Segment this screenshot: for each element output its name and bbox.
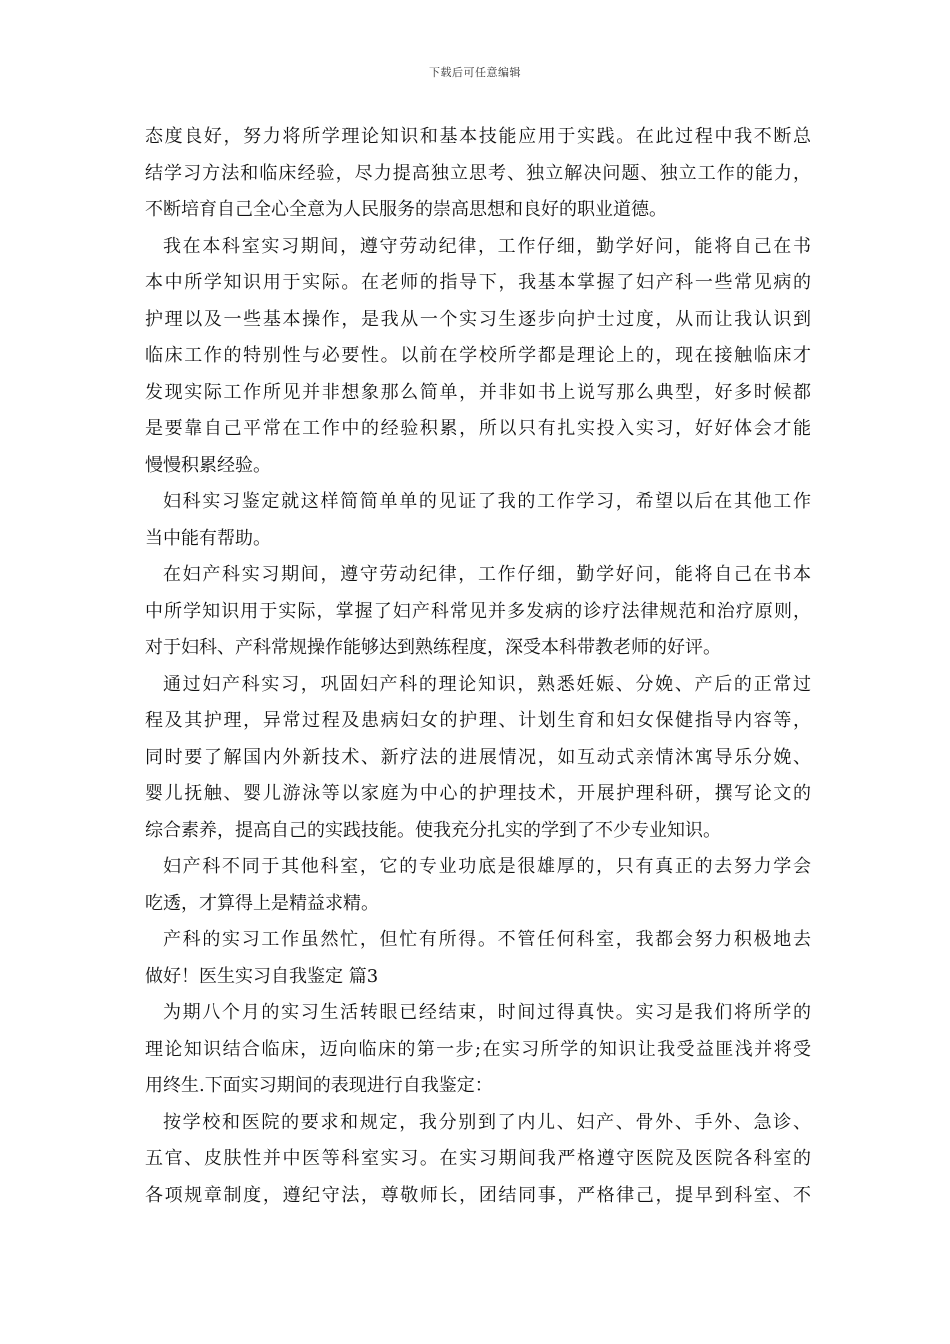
- page-header: 下载后可任意编辑: [429, 66, 521, 79]
- text-line: 慢慢积累经验。: [145, 454, 271, 476]
- text-line: 在妇产科实习期间，遵守劳动纪律，工作仔细，勤学好问，能将自己在书本: [163, 564, 811, 585]
- text-line: 对于妇科、产科常规操作能够达到熟练程度，深受本科带教老师的好评。: [145, 637, 721, 658]
- text-line: 婴儿抚触、婴儿游泳等以家庭为中心的护理技术，开展护理科研，撰写论文的: [145, 783, 811, 804]
- text-line: 做好！医生实习自我鉴定 篇3: [145, 965, 379, 987]
- text-line: 本中所学知识用于实际。在老师的指导下，我基本掌握了妇产科一些常见病的: [145, 272, 811, 293]
- text-line: 理论知识结合临床，迈向临床的第一步;在实习所学的知识让我受益匪浅并将受: [145, 1038, 811, 1060]
- text-line: 各项规章制度，遵纪守法，尊敬师长，团结同事，严格律己，提早到科室、不: [145, 1184, 811, 1206]
- text-line: 通过妇产科实习，巩固妇产科的理论知识，熟悉妊娠、分娩、产后的正常过: [163, 673, 811, 695]
- text-line: 态度良好，努力将所学理论知识和基本技能应用于实践。在此过程中我不断总: [145, 126, 811, 147]
- text-line: 为期八个月的实习生活转眼已经结束，时间过得真快。实习是我们将所学的: [163, 1002, 811, 1023]
- text-line: 是要靠自己平常在工作中的经验积累，所以只有扎实投入实习，好好体会才能: [145, 418, 811, 439]
- text-line: 不断培育自己全心全意为人民服务的崇高思想和良好的职业道德。: [145, 199, 667, 220]
- text-line: 综合素养，提高自己的实践技能。使我充分扎实的学到了不少专业知识。: [145, 819, 721, 841]
- text-line: 结学习方法和临床经验，尽力提高独立思考、独立解决问题、独立工作的能力，: [145, 162, 811, 184]
- text-line: 发现实际工作所见并非想象那么简单，并非如书上说写那么典型，好多时候都: [145, 381, 811, 403]
- text-line: 按学校和医院的要求和规定，我分别到了内儿、妇产、骨外、手外、急诊、: [163, 1111, 811, 1133]
- text-line: 妇产科不同于其他科室，它的专业功底是很雄厚的，只有真正的去努力学会: [163, 856, 811, 877]
- text-line: 当中能有帮助。: [145, 527, 271, 549]
- text-line: 用终生.下面实习期间的表现进行自我鉴定：: [145, 1075, 493, 1096]
- text-line: 五官、皮肤性并中医等科室实习。在实习期间我严格遵守医院及医院各科室的: [145, 1148, 811, 1169]
- text-line: 我在本科室实习期间，遵守劳动纪律，工作仔细，勤学好问，能将自己在书: [163, 235, 811, 257]
- text-line: 同时要了解国内外新技术、新疗法的进展情况，如互动式亲情沐寓导乐分娩、: [145, 746, 811, 768]
- text-line: 吃透，才算得上是精益求精。: [145, 892, 379, 914]
- text-line: 产科的实习工作虽然忙，但忙有所得。不管任何科室，我都会努力积极地去: [163, 929, 811, 950]
- text-line: 中所学知识用于实际，掌握了妇产科常见并多发病的诊疗法律规范和治疗原则，: [145, 600, 811, 622]
- text-line: 临床工作的特别性与必要性。以前在学校所学都是理论上的，现在接触临床才: [145, 345, 811, 366]
- text-line: 妇科实习鉴定就这样简简单单的见证了我的工作学习，希望以后在其他工作: [163, 491, 811, 512]
- text-line: 护理以及一些基本操作，是我从一个实习生逐步向护士过度，从而让我认识到: [145, 308, 811, 330]
- text-line: 程及其护理，异常过程及患病妇女的护理、计划生育和妇女保健指导内容等，: [145, 710, 811, 731]
- document-body: [145, 119, 811, 1214]
